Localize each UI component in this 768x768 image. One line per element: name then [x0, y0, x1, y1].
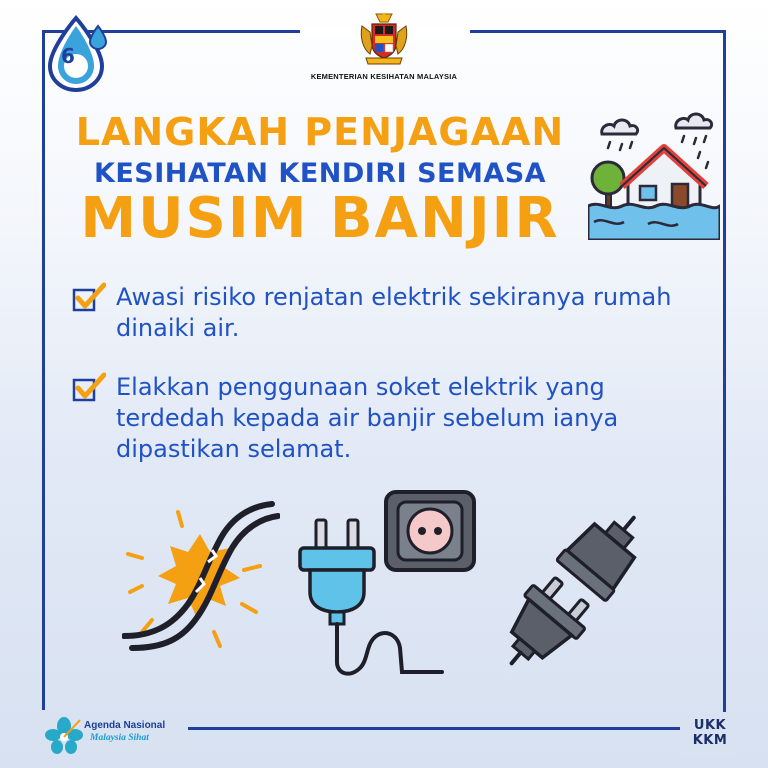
crest-logo — [356, 10, 412, 66]
socket-icon — [382, 488, 478, 574]
ministry-name: KEMENTERIAN KESIHATAN MALAYSIA — [310, 72, 458, 81]
bullet-list — [70, 282, 710, 493]
agenda-subtitle: Malaysia Sihat — [90, 733, 149, 743]
title-line-3: MUSIM BANJIR — [80, 186, 560, 251]
bullet-text: Awasi risiko renjatan elektrik sekiranya rumah dinaiki air. — [116, 283, 672, 342]
bullet-text: Elakkan penggunaan soket elektrik yang terdedah kepada air banjir sebelum ianya dipastikan selamat. — [116, 373, 619, 463]
list-item — [70, 282, 710, 344]
title-line-1: LANGKAH PENJAGAAN — [75, 110, 565, 154]
agenda-title: Agenda Nasional — [84, 720, 166, 731]
agenda-logo — [44, 716, 184, 756]
unplugged-icon — [498, 494, 650, 684]
ukk-line-2: KKM — [692, 733, 728, 748]
flooded-house-icon — [588, 112, 720, 240]
broken-wire-icon — [122, 500, 280, 660]
ukk-line-1: UKK — [693, 718, 727, 733]
title-line-2: KESIHATAN KENDIRI SEMASA — [93, 158, 547, 189]
check-icon — [70, 372, 106, 404]
hibiscus-logo — [44, 716, 86, 756]
ukk-logo — [690, 718, 730, 748]
check-icon — [70, 282, 106, 314]
list-item — [70, 372, 710, 465]
badge-number: 6 — [61, 44, 75, 68]
